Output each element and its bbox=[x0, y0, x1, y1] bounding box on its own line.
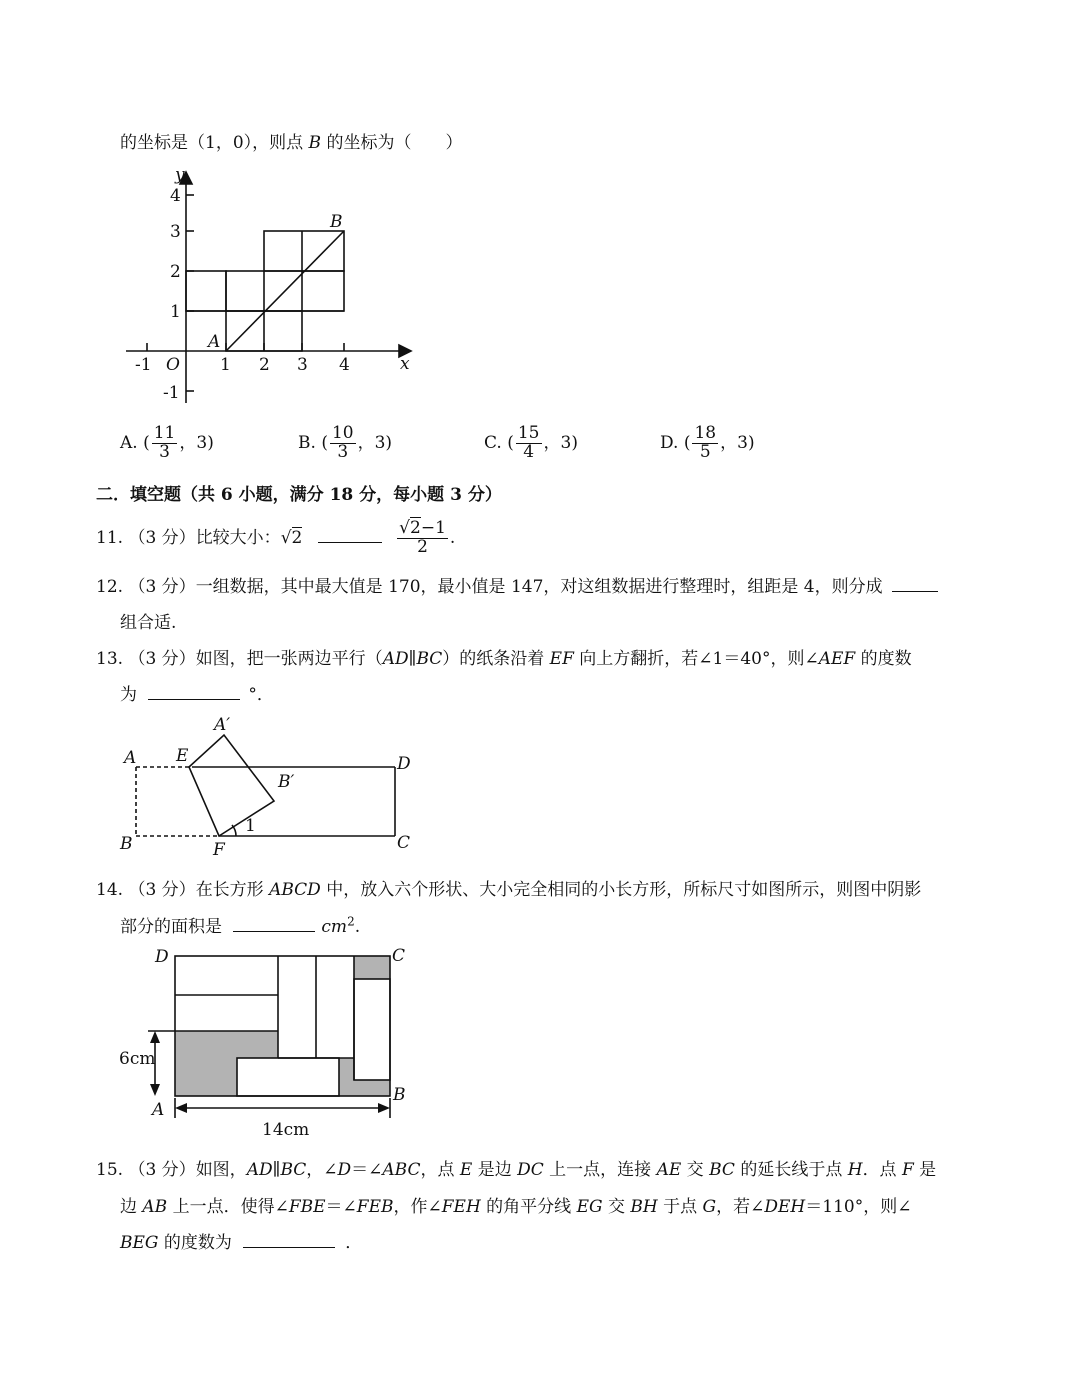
sqrt-icon: √ bbox=[280, 527, 292, 548]
q10-option-c: C. ( $\frac{15}{4}$ ，3) bbox=[484, 423, 578, 462]
label-f: F bbox=[213, 840, 225, 860]
option-label: B. bbox=[298, 432, 316, 453]
option-den: 5 bbox=[699, 441, 711, 462]
q10-tail-line bbox=[120, 128, 462, 153]
q14-score: （3 分） bbox=[128, 880, 196, 900]
q15-math: FBE bbox=[288, 1197, 326, 1217]
q15-text: 交 bbox=[681, 1160, 710, 1180]
option-label: C. bbox=[484, 432, 502, 453]
height-label: 6cm bbox=[119, 1049, 156, 1069]
q14-number: 14. bbox=[96, 880, 124, 900]
option-y: 3 bbox=[196, 432, 208, 453]
segment-ab bbox=[226, 231, 344, 351]
q15-text: 的角平分线 bbox=[480, 1197, 577, 1217]
q13-text: 的度数 bbox=[855, 649, 912, 669]
q12-score: （3 分） bbox=[128, 577, 196, 597]
shaded-region-top-right bbox=[354, 956, 390, 979]
q14-math: ABCD bbox=[269, 880, 321, 900]
q13-line-2 bbox=[120, 680, 274, 705]
q11-score: （3 分） bbox=[128, 527, 196, 548]
q14-end: . bbox=[354, 917, 361, 937]
small-rectangle bbox=[237, 1058, 339, 1096]
option-y: 3 bbox=[374, 432, 386, 453]
q11-sqrt-left: 2 bbox=[291, 527, 303, 548]
q15-text: ，作∠ bbox=[393, 1197, 442, 1217]
arrow-down-icon bbox=[150, 1084, 160, 1096]
arrow-up-icon bbox=[150, 1031, 160, 1043]
q13-number: 13. bbox=[96, 649, 124, 669]
x-tick-label: 2 bbox=[259, 355, 270, 375]
q14-line-2 bbox=[120, 912, 360, 937]
option-den: 3 bbox=[337, 441, 349, 462]
label-b: B bbox=[120, 834, 133, 854]
q15-text: 边 bbox=[120, 1197, 143, 1217]
y-tick-label: 1 bbox=[170, 302, 181, 322]
q13-text: ）的纸条沿着 bbox=[442, 649, 550, 669]
q14-line-1 bbox=[96, 875, 921, 900]
q14-rectangle-figure bbox=[110, 940, 420, 1145]
q15-text: ＝110°，则∠ bbox=[805, 1197, 912, 1217]
q14-answer-blank[interactable] bbox=[233, 931, 315, 932]
q13-text: °． bbox=[248, 685, 274, 705]
q10-tail-text-a: 的坐标是（1，0），则点 bbox=[120, 133, 309, 153]
option-label: D. bbox=[660, 432, 679, 453]
q13-text: 如图，把一张两边平行（ bbox=[195, 649, 383, 669]
label-a: A bbox=[152, 1100, 165, 1120]
q15-math: FEH bbox=[441, 1197, 481, 1217]
q15-text: ＝∠ bbox=[325, 1197, 357, 1217]
q10-option-b: B. ( $\frac{10}{3}$ ，3) bbox=[298, 423, 393, 462]
q13-math: AD∥BC bbox=[382, 649, 443, 669]
q10-point-b: B bbox=[308, 133, 322, 153]
q12-line-2: 组合适. bbox=[120, 613, 177, 633]
q11-frac-rest: −1 bbox=[420, 518, 446, 538]
y-axis-label: y bbox=[175, 165, 185, 185]
q13-line-1 bbox=[96, 644, 912, 669]
grid-cell bbox=[186, 271, 226, 311]
q15-math: G bbox=[702, 1197, 717, 1217]
q15-text: ，若∠ bbox=[716, 1197, 765, 1217]
x-tick-label: 1 bbox=[220, 355, 231, 375]
q10-option-a: A. ( $\frac{11}{3}$ ，3) bbox=[120, 423, 214, 462]
q15-line-2 bbox=[120, 1192, 911, 1217]
q15-text: 上一点，连接 bbox=[543, 1160, 657, 1180]
q12-number: 12. bbox=[96, 577, 124, 597]
q15-text: 上一点．使得∠ bbox=[167, 1197, 289, 1217]
q15-math: DC bbox=[517, 1160, 544, 1180]
y-tick-label: 3 bbox=[170, 222, 181, 242]
option-num: 15 bbox=[517, 423, 540, 443]
q14-unit: cm bbox=[321, 917, 348, 937]
q15-math: AE bbox=[656, 1160, 682, 1180]
q15-text: 的延长线于点 bbox=[734, 1160, 848, 1180]
label-d: D bbox=[397, 754, 411, 774]
y-tick-label: -1 bbox=[163, 383, 180, 403]
q15-math: FEB bbox=[356, 1197, 394, 1217]
option-den: 3 bbox=[159, 441, 170, 462]
q11-text: 比较大小： bbox=[195, 527, 281, 548]
x-tick-label: -1 bbox=[135, 355, 152, 375]
q13-math: EF bbox=[549, 649, 574, 669]
label-d: D bbox=[155, 947, 169, 967]
q15-math: D bbox=[337, 1160, 352, 1180]
q13-answer-blank[interactable] bbox=[148, 699, 240, 700]
q11-answer-blank[interactable] bbox=[318, 542, 382, 543]
shaded-region-bottom-right bbox=[339, 1058, 390, 1096]
q14-unit-exp: 2 bbox=[347, 914, 355, 929]
q11-frac-den: 2 bbox=[417, 536, 428, 557]
q11-frac-radicand: 2 bbox=[410, 518, 421, 538]
q15-text: 是 bbox=[913, 1160, 937, 1180]
q15-line-1 bbox=[96, 1155, 936, 1180]
option-label: A. bbox=[120, 432, 138, 453]
q13-text: 为 bbox=[120, 685, 137, 705]
q15-line-3 bbox=[120, 1228, 362, 1253]
option-y: 3 bbox=[560, 432, 572, 453]
q11-line bbox=[96, 520, 455, 557]
q15-text: 交 bbox=[602, 1197, 631, 1217]
y-tick-label: 4 bbox=[170, 186, 181, 206]
q11-number: 11. bbox=[96, 527, 124, 548]
q15-math: BEG bbox=[120, 1233, 159, 1253]
q14-text: 在长方形 bbox=[195, 880, 270, 900]
q13-fold-figure bbox=[110, 710, 420, 860]
q13-score: （3 分） bbox=[128, 649, 196, 669]
q15-text: ，点 bbox=[420, 1160, 460, 1180]
q15-math: EG bbox=[576, 1197, 603, 1217]
sqrt-icon: √ bbox=[399, 518, 411, 538]
option-den: 4 bbox=[523, 441, 535, 462]
q15-score: （3 分） bbox=[128, 1160, 196, 1180]
label-a-prime: A′ bbox=[214, 715, 231, 735]
label-e: E bbox=[176, 746, 189, 766]
q15-text: 的度数为 bbox=[158, 1233, 232, 1253]
folded-flap bbox=[189, 735, 274, 836]
q15-math: BH bbox=[630, 1197, 658, 1217]
option-num: 11 bbox=[153, 423, 176, 443]
q15-math: AD∥BC bbox=[246, 1160, 307, 1180]
width-label: 14cm bbox=[262, 1120, 310, 1140]
label-a: A bbox=[124, 748, 137, 768]
q15-math: BC bbox=[709, 1160, 735, 1180]
arrow-left-icon bbox=[175, 1103, 187, 1113]
q15-math: H bbox=[847, 1160, 863, 1180]
q15-text: 于点 bbox=[657, 1197, 703, 1217]
q15-answer-blank[interactable] bbox=[243, 1247, 335, 1248]
q13-math: AEF bbox=[818, 649, 856, 669]
q10-tail-text-b: 的坐标为（ ） bbox=[321, 133, 463, 153]
x-tick-label: 4 bbox=[339, 355, 350, 375]
q15-text: ，∠ bbox=[306, 1160, 338, 1180]
x-tick-label: 3 bbox=[297, 355, 308, 375]
q13-text: 向上方翻折，若∠1＝40°，则∠ bbox=[573, 649, 819, 669]
q15-math: DEH bbox=[764, 1197, 806, 1217]
q15-text: ＝∠ bbox=[351, 1160, 383, 1180]
y-tick-label: 2 bbox=[170, 262, 181, 282]
q15-math: ABC bbox=[382, 1160, 421, 1180]
x-axis-label: x bbox=[400, 354, 410, 374]
q14-text: 部分的面积是 bbox=[120, 917, 222, 937]
q15-text: 是边 bbox=[472, 1160, 518, 1180]
q11-end: . bbox=[449, 527, 456, 548]
option-num: 18 bbox=[694, 423, 717, 443]
origin-label: O bbox=[166, 355, 180, 375]
angle-1-arc bbox=[232, 825, 236, 836]
section-2-title: 二．填空题（共 6 小题，满分 18 分，每小题 3 分） bbox=[96, 485, 502, 505]
q10-coordinate-graph bbox=[118, 160, 428, 410]
q15-math: E bbox=[459, 1160, 473, 1180]
label-b-prime: B′ bbox=[278, 772, 295, 792]
shaded-region-left bbox=[175, 1031, 278, 1096]
q15-text: 如图， bbox=[195, 1160, 247, 1180]
option-num: 10 bbox=[331, 423, 354, 443]
q15-text: ．点 bbox=[862, 1160, 902, 1180]
q15-math: F bbox=[901, 1160, 914, 1180]
label-angle-1: 1 bbox=[245, 816, 256, 836]
q12-text: 一组数据，其中最大值是 170，最小值是 147，对这组数据进行整理时，组距是 4，则分成 bbox=[195, 577, 883, 597]
q15-math: AB bbox=[142, 1197, 168, 1217]
label-c: C bbox=[397, 833, 411, 853]
point-b-label: B bbox=[330, 212, 343, 232]
label-c: C bbox=[392, 946, 406, 966]
q12-answer-blank[interactable] bbox=[892, 591, 938, 592]
label-b: B bbox=[393, 1085, 406, 1105]
arrow-right-icon bbox=[378, 1103, 390, 1113]
small-rectangle bbox=[354, 979, 390, 1080]
q12-line-1 bbox=[96, 572, 938, 597]
q14-text: 中，放入六个形状、大小完全相同的小长方形，所标尺寸如图所示，则图中阴影 bbox=[320, 880, 922, 900]
q10-option-d: D. ( $\frac{18}{5}$ ，3) bbox=[660, 423, 755, 462]
q15-end: ． bbox=[345, 1233, 363, 1253]
q15-number: 15. bbox=[96, 1160, 124, 1180]
point-a-label: A bbox=[208, 332, 221, 352]
option-y: 3 bbox=[737, 432, 748, 453]
